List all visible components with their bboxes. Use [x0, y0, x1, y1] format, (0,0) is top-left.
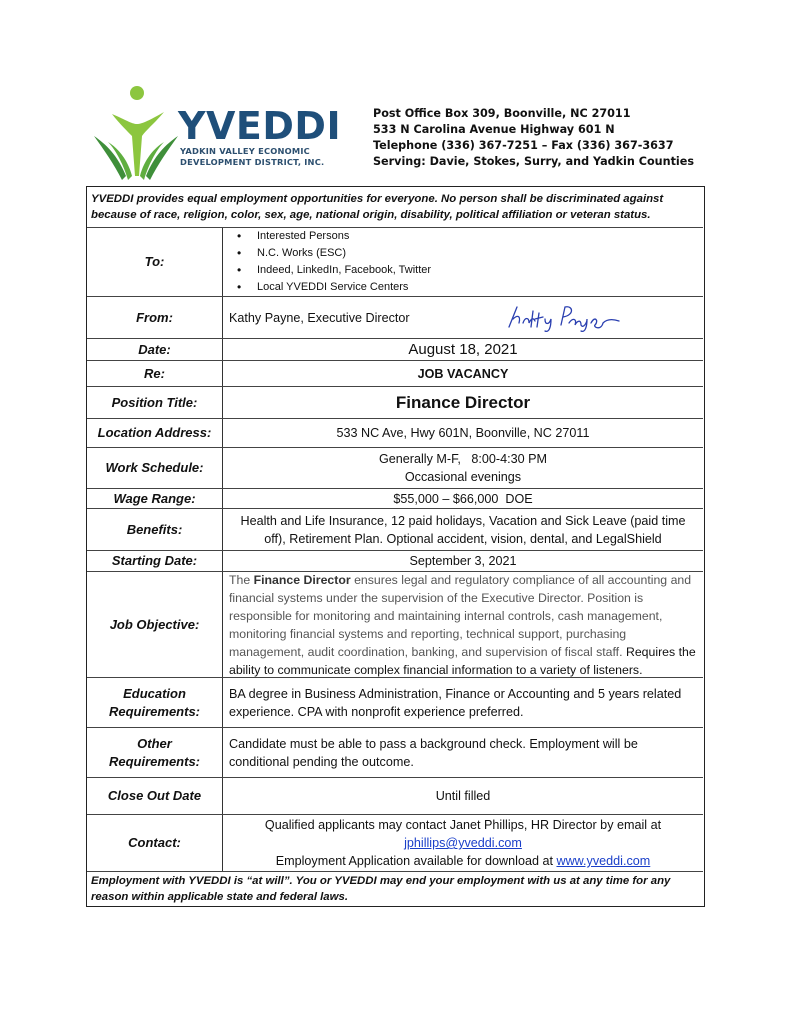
- schedule-row: [87, 447, 703, 488]
- list-item: • Indeed, LinkedIn, Facebook, Twitter: [229, 262, 699, 279]
- to-value: [223, 228, 703, 296]
- starting-label: Starting Date:: [87, 551, 223, 571]
- re-value: JOB VACANCY: [417, 366, 509, 381]
- date-label: Date:: [87, 339, 223, 360]
- close-row: [87, 777, 703, 814]
- location-row: [87, 418, 703, 447]
- from-row: [87, 296, 703, 338]
- to-label: To:: [87, 228, 223, 296]
- at-will-notice: Employment with YVEDDI is “at will”. You or YVEDDI may end your employment with us at any time for any reason within applicable state and federal laws.: [91, 875, 671, 903]
- close-label: Close Out Date: [87, 778, 223, 814]
- benefits-label: Benefits:: [87, 509, 223, 550]
- wage-row: [87, 488, 703, 508]
- close-value: Until filled: [435, 789, 491, 803]
- position-row: [87, 386, 703, 418]
- location-label: Location Address:: [87, 419, 223, 447]
- serving-line: Serving: Davie, Stokes, Surry, and Yadkin Counties: [373, 155, 695, 168]
- position-label: Position Title:: [87, 387, 223, 418]
- objective-label: Job Objective:: [87, 572, 223, 677]
- contact-line: Qualified applicants may contact Janet Phillips, HR Director by email at: [264, 818, 662, 832]
- yveddi-logo: [92, 84, 342, 184]
- from-label: From:: [87, 297, 223, 338]
- schedule-label: Work Schedule:: [87, 448, 223, 488]
- re-row: [87, 360, 703, 386]
- date-value: August 18, 2021: [408, 340, 518, 358]
- from-name: Kathy Payne, Executive Director: [229, 310, 410, 325]
- schedule-line: Occasional evenings: [404, 470, 522, 484]
- list-item: • N.C. Works (ESC): [229, 245, 699, 262]
- address-line: Post Office Box 309, Boonville, NC 27011: [373, 107, 631, 120]
- objective-text: The Finance Director ensures legal and regulatory compliance of all accounting and financial systems under the supervision of the Executive Director. Position is responsible for monitoring and maintaining internal controls, cash management, monitoring financial systems and reporting, technical support, purchasing management, audit coordination, banking, and supervision of fiscal staff. Requires the ability to communicate complex financial information to a variety of listeners.: [229, 572, 696, 677]
- eeo-notice: YVEDDI provides equal employment opportunities for everyone. No person shall be discriminated against because of race, religion, color, sex, age, national origin, disability, political affiliation or veteran status.: [91, 193, 664, 221]
- wage-value: $55,000 – $66,000 DOE: [393, 491, 533, 506]
- people-leaves-logo-icon: [92, 84, 180, 184]
- schedule-line: Generally M-F, 8:00-4:30 PM: [379, 452, 547, 466]
- other-requirements-row: [87, 727, 703, 777]
- education-row: [87, 677, 703, 727]
- benefits-line: off), Retirement Plan. Optional accident, vision, dental, and LegalShield: [264, 531, 662, 546]
- org-address-block: [373, 106, 694, 170]
- location-value: 533 NC Ave, Hwy 601N, Boonville, NC 27011: [336, 426, 590, 440]
- phone-line: Telephone (336) 367-7251 – Fax (336) 367-3637: [373, 139, 674, 152]
- logo-name: YVEDDI: [178, 104, 342, 148]
- starting-row: [87, 550, 703, 571]
- position-title: Finance Director: [395, 392, 531, 412]
- job-posting-table: [86, 186, 705, 907]
- date-row: [87, 338, 703, 360]
- contact-line: Employment Application available for download at www.yveddi.com: [275, 854, 651, 868]
- starting-value: September 3, 2021: [409, 554, 517, 568]
- objective-row: [87, 571, 703, 677]
- contact-label: Contact:: [87, 815, 223, 871]
- education-value: BA degree in Business Administration, Finance or Accounting and 5 years related experience. CPA with nonprofit experience preferred.: [229, 686, 682, 719]
- contact-row: [87, 814, 703, 871]
- re-label: Re:: [87, 361, 223, 386]
- objective-title-bold: Finance Director: [253, 572, 351, 587]
- email-link[interactable]: jphillips@yveddi.com: [404, 836, 522, 850]
- signature-image: [503, 301, 623, 335]
- list-item: • Interested Persons: [229, 228, 699, 245]
- other-requirements-value: Candidate must be able to pass a background check. Employment will be conditional pending the outcome.: [229, 736, 638, 769]
- logo-subtitle: YADKIN VALLEY ECONOMIC DEVELOPMENT DISTRICT, INC.: [180, 146, 325, 167]
- list-item: • Local YVEDDI Service Centers: [229, 279, 699, 296]
- website-link[interactable]: www.yveddi.com: [556, 854, 651, 868]
- recipient-list: [229, 228, 699, 296]
- benefits-line: Health and Life Insurance, 12 paid holidays, Vacation and Sick Leave (paid time: [240, 513, 686, 528]
- benefits-row: [87, 508, 703, 550]
- at-will-notice-row: [87, 871, 703, 906]
- other-requirements-label: Other Requirements:: [87, 728, 223, 777]
- wage-label: Wage Range:: [87, 489, 223, 508]
- to-row: [87, 227, 703, 296]
- address-line: 533 N Carolina Avenue Highway 601 N: [373, 123, 615, 136]
- from-value: [223, 297, 703, 338]
- eeo-notice-row: [87, 187, 703, 227]
- education-label: Education Requirements:: [87, 678, 223, 727]
